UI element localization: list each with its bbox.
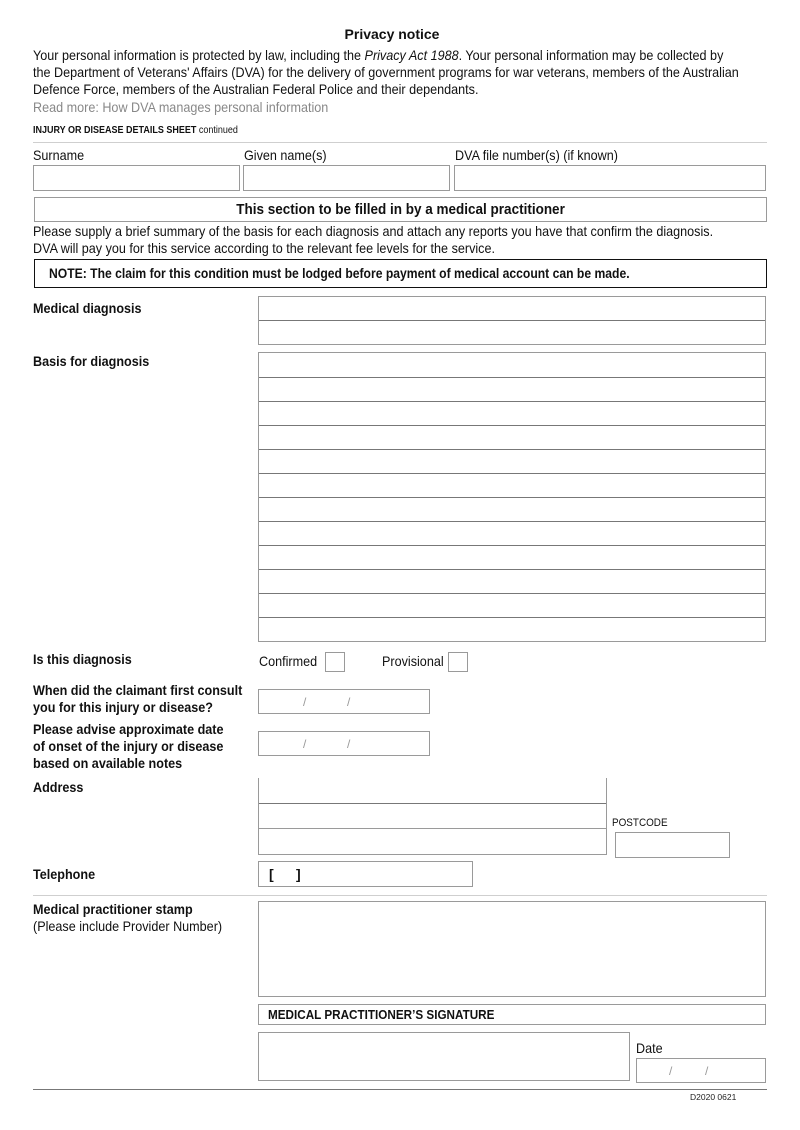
divider (33, 142, 767, 143)
first-consult-label-line1: When did the claimant first consult (33, 682, 243, 698)
section-description-line1: Please supply a brief summary of the basis for each diagnosis and attach any reports you have that confirm the diagnosis. (33, 223, 714, 239)
confirmed-label: Confirmed (259, 653, 318, 669)
signature-field[interactable] (258, 1032, 630, 1081)
ruled-line (259, 593, 765, 594)
telephone-field[interactable] (258, 861, 473, 887)
stamp-label-line2: (Please include Provider Number) (33, 918, 223, 934)
area-code-bracket-open: [ (269, 866, 274, 882)
privacy-text-line1: Your personal information is protected by law, including the (33, 47, 365, 63)
privacy-text-line2: the Department of Veterans' Affairs (DVA) for the delivery of government programs for war veterans, members of the Australian (33, 64, 739, 80)
stamp-label-line1: Medical practitioner stamp (33, 901, 193, 917)
sheet-heading (33, 125, 261, 136)
privacy-notice-text (33, 47, 778, 98)
date-label: Date (636, 1040, 663, 1056)
note-box: NOTE: The claim for this condition must be lodged before payment of medical account can be made. (34, 259, 767, 288)
address-field[interactable] (258, 778, 607, 855)
area-code-bracket-close: ] (296, 866, 301, 882)
section-description-line2: DVA will pay you for this service according to the relevant fee levels for the service. (33, 240, 495, 256)
ruled-line (259, 473, 765, 474)
basis-for-diagnosis-field[interactable] (258, 352, 766, 642)
privacy-notice-title: Privacy notice (344, 26, 440, 42)
given-name-field[interactable] (243, 165, 450, 191)
date-separator: / (303, 737, 307, 751)
privacy-text-line1-end: . Your personal information may be collected by (458, 47, 724, 63)
signature-heading: MEDICAL PRACTITIONER’S SIGNATURE (258, 1004, 766, 1025)
medical-diagnosis-field[interactable] (258, 296, 766, 345)
first-consult-label (33, 682, 266, 716)
onset-date-label-line2: of onset of the injury or disease (33, 738, 224, 754)
section-title: This section to be filled in by a medical practitioner (34, 197, 767, 222)
surname-label: Surname (33, 147, 85, 163)
provisional-checkbox[interactable] (448, 652, 468, 672)
sheet-heading-title: INJURY OR DISEASE DETAILS SHEET (33, 125, 197, 136)
onset-date-label (33, 721, 245, 772)
ruled-line (259, 828, 606, 829)
ruled-line (259, 320, 765, 321)
signature-date-field[interactable] (636, 1058, 766, 1083)
onset-date-field[interactable] (258, 731, 430, 756)
ruled-line (259, 521, 765, 522)
medical-diagnosis-label: Medical diagnosis (33, 300, 142, 316)
stamp-label (33, 901, 243, 935)
date-separator: / (303, 695, 307, 709)
ruled-line (259, 497, 765, 498)
ruled-line (259, 449, 765, 450)
section-description (33, 223, 778, 257)
postcode-label: POSTCODE (612, 817, 668, 829)
ruled-line (259, 803, 606, 804)
postcode-field[interactable] (615, 832, 730, 858)
ruled-line (259, 545, 765, 546)
sheet-heading-continued: continued (198, 125, 238, 136)
privacy-text-line3: Defence Force, members of the Australian Federal Police and their dependants. (33, 81, 479, 97)
telephone-label: Telephone (33, 866, 96, 882)
form-code: D2020 0621 (690, 1092, 737, 1102)
address-label: Address (33, 779, 84, 795)
stamp-area[interactable] (258, 901, 766, 997)
onset-date-label-line1: Please advise approximate date (33, 721, 224, 737)
first-consult-date-field[interactable] (258, 689, 430, 714)
divider (33, 895, 767, 896)
first-consult-label-line2: you for this injury or disease? (33, 699, 213, 715)
onset-date-label-line3: based on available notes (33, 755, 183, 771)
given-name-label: Given name(s) (244, 147, 327, 163)
dva-file-number-field[interactable] (454, 165, 766, 191)
confirmed-checkbox[interactable] (325, 652, 345, 672)
date-separator: / (347, 737, 351, 751)
ruled-line (259, 569, 765, 570)
dva-file-number-label: DVA file number(s) (if known) (455, 147, 618, 163)
provisional-label: Provisional (382, 653, 444, 669)
ruled-line (259, 401, 765, 402)
read-more-link[interactable]: Read more: How DVA manages personal information (33, 99, 329, 115)
ruled-line (259, 617, 765, 618)
ruled-line (259, 377, 765, 378)
date-separator: / (669, 1064, 673, 1078)
is-this-diagnosis-label: Is this diagnosis (33, 651, 132, 667)
privacy-act-name: Privacy Act 1988 (364, 47, 459, 63)
date-separator: / (347, 695, 351, 709)
date-separator: / (705, 1064, 709, 1078)
basis-for-diagnosis-label: Basis for diagnosis (33, 353, 150, 369)
surname-field[interactable] (33, 165, 240, 191)
ruled-line (259, 425, 765, 426)
footer-rule (33, 1089, 767, 1090)
